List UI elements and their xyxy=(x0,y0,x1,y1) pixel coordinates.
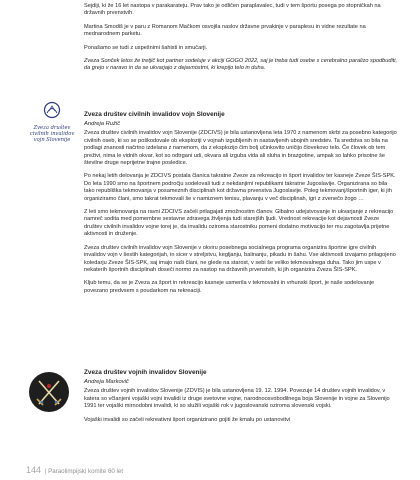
intro-paragraph: Martina Smodiš je v paru z Romanom Mačkom osvojila naslov državne prvakinje v paraplesu in vidne rezultate na mednarodnem parketu. xyxy=(84,23,366,38)
page-number: 144 xyxy=(26,465,42,475)
section-paragraph: Zveza društev civilnih invalidov vojn Slovenije (ZDCIVS) je bila ustanovljena leta 1970 z namenom skrbi za posebno kategorijo civilnih oseb, ki so se poškodovale ob eksploziji v vojnah izgubljenih in nastavljenih ubojnih sredstev. Ta sredstva so bila na podlagi znanosti načrtno izdelana z namenom, da z eksplozijo čim bolj učinkovito uničijo človekovo telo. Če človek ob tem preživi, nima le vidnih okvar, kot so odtrgani udi, okvara ali izguba vida ali sluha in brazgotine, ampak so lahko prisotne še številne druge neprijetne trajne posledice. xyxy=(84,130,397,167)
section-paragraph: Z leti smo tekmovanja na ravni ZDCIVS začeli prilagajati zmožnostim članov. Glbalno udejstvovanje in ukvarjanje z rekreacijo namreč sodita med pomembne sestavne zdravega življenja tudi starejših ljudi. Vrednost rekreacije kot dejavnosti Zveze društev civilnih invalidov vojne torej je, da invalidu oziroma starostniku pomeni dodatno motivacijo ter mu zagotavlja prijetne aktivnosti in druženje. xyxy=(84,209,394,238)
page-footer xyxy=(26,465,123,475)
zdvis-logo xyxy=(28,371,70,413)
section-author: Andreja Ružič xyxy=(84,121,121,127)
zdcivs-emblem-icon xyxy=(26,101,78,119)
section-author: Andreja Markovič xyxy=(84,379,129,385)
section-paragraph: Zveza društev civilnih invalidov vojn Slovenije v okviru posebnega socialnega programa organizira športne igre civilnih invalidov vojn v šestih kategorijah, in sicer v streljstvu, kegljanju, balinanju, pikadu in šahu. Vse aktivnosti izvajamo prilagojeno koledarju Zveze ŠIS-SPK, saj imajo naši člani, ne glede na starost, v sebi še veliko tekmovalnega duha. Tako jim uspe v nekaterih športnih disciplinah doseči normo za nastop na državnih prvenstvih, ki jih organizira Zveza ŠIS-SPK. xyxy=(84,244,396,273)
zdcivs-logo-text: Zveza društev civilnih invalidov vojn Slovenije xyxy=(29,125,75,143)
section-title: Zveza društev civilnih invalidov vojn Slovenije xyxy=(84,111,225,118)
section-zdvis xyxy=(84,369,398,430)
section-paragraph: Vojaški invalidi so začeli rekreativni šport organizirano gojiti že kmalu po ustanovitvi xyxy=(84,416,291,423)
intro-paragraph: Ponašamo se tudi z uspešnimi šahisti in smučarji. xyxy=(84,44,208,51)
section-paragraph: Kljub temu, da se je Zveza za šport in rekreacijo kasneje usmerila v tekmovalni in vrhunski šport, je naše sodelovanje povezano predvsem s poudarkom na rekreaciji. xyxy=(84,280,375,294)
section-zdcivs xyxy=(84,111,398,301)
section-title: Zveza društev vojnih invalidov Slovenije xyxy=(84,369,207,376)
intro-italic-paragraph: Zveza Sonček letos že tretjič kot partner sodeluje v akciji GOGO 2022, saj je treba tudi osebe s cerebralno paralizo spodbuditi, da grejo v naravo in da se ukvarjajo z dejavnostmi, ki krepijo telo in duha. xyxy=(84,58,398,72)
intro-text xyxy=(84,3,398,79)
zdcivs-logo xyxy=(26,101,78,143)
footer-separator: | xyxy=(44,468,47,475)
intro-paragraph: Sejdiji, ki že 16 let nastopa v parakarateju. Prav tako je odličen paraplavalec, tudi v tem športu posega po stopničkah na državnih prvenstvih. xyxy=(84,3,381,17)
footer-title: Paraolimpijski komite 60 let xyxy=(48,468,124,475)
section-paragraph: Po nekaj letih delovanja je ZDCIVS postala članica takratne Zveze za rekreacijo in šport invalidov ter kasneje Zveze ŠIS-SPK. Do leta 1990 smo na športnem področju sodelovali tudi z nekdanjimi republikami takratne Jugoslavije. Organizirana so bila tako republiška tekmovanja v posameznih disciplinah kot državna prvenstva Jugoslavije. Poleg tekmovanj/športnih iger, ki jih organiziramo člani, smo takrat tekmovali še v namiznem tenisu, plavanju v več disciplinah, igri z zvenečo žogo … xyxy=(84,173,396,202)
crossed-swords-emblem-icon xyxy=(28,371,70,413)
section-paragraph: Zveza društev vojnih invalidov Slovenije (ZDVIS) je bila ustanovljena 19. 12. 1994. Povezuje 14 društev vojnih invalidov, v katera so včlanjeni vojaški vojni invalidi iz druge svetovne vojne, narodnoosvobodilnega boja Slovenije in vojne za Slovenijo 1991 ter vojaški mirnodobni invalidi, ki so služili vojaški rok v jugoslovanski oziroma slovenski vojski. xyxy=(84,388,390,410)
